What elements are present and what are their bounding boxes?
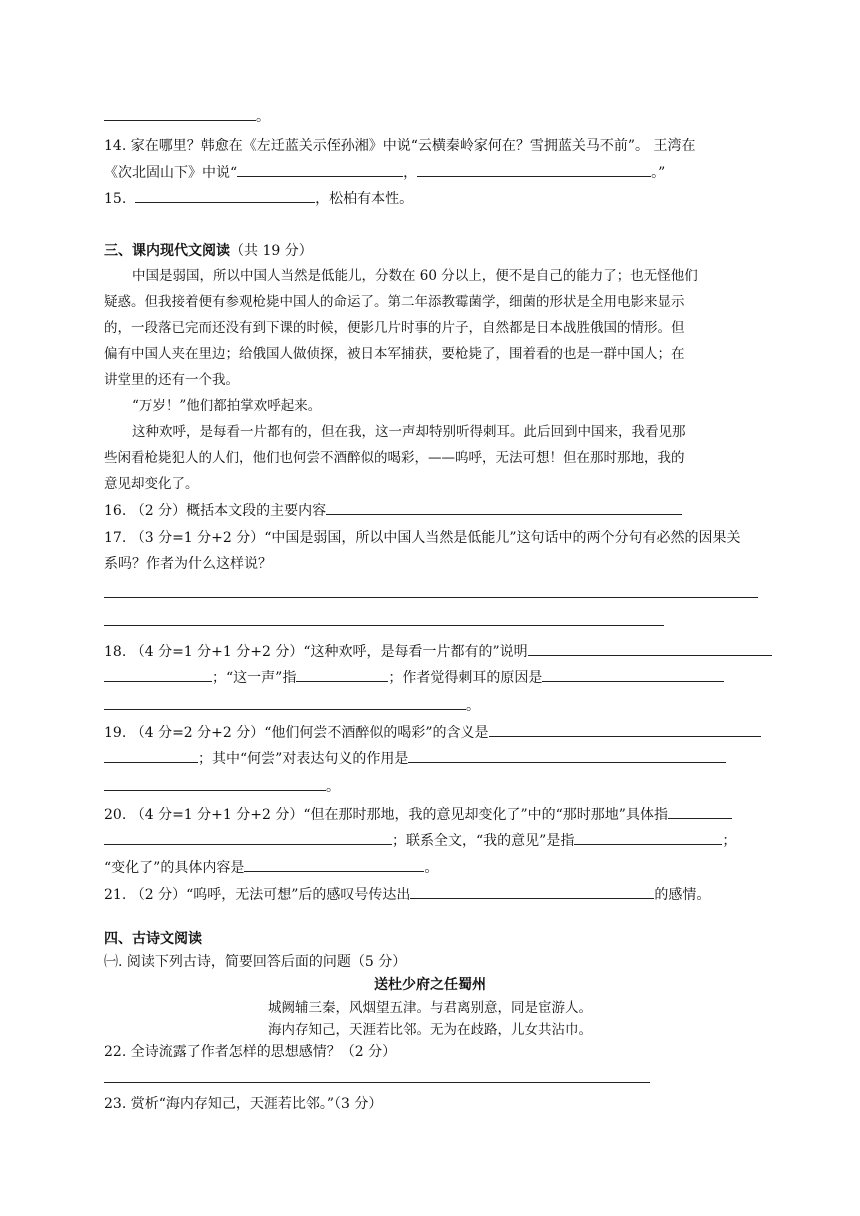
passage-line: 疑惑。但我接着便有参观枪毙中国人的命运了。第二年添教霉菌学，细菌的形状是全用电影来显示 xyxy=(104,294,685,310)
q20-line2: ；联系全文，“我的意见”是指 ； xyxy=(104,830,736,851)
passage-line: 这种欢呼，是每看一片都有的，但在我，这一声却特别听得刺耳。此后回到中国来，我看见那 xyxy=(132,424,686,440)
passage-line: 偏有中国人夹在里边；给俄国人做侦探，被日本军捕获，要枪毙了，围着看的也是一群中国人；在 xyxy=(104,346,685,362)
q15-blank[interactable] xyxy=(135,188,315,203)
q17-answer-line[interactable] xyxy=(104,597,758,598)
blank[interactable] xyxy=(104,106,256,121)
q21-line: 21. （2 分）“呜呼，无法可想”后的感叹号传达出 的感情。 xyxy=(104,884,710,905)
q15-line: 15. ，松柏有本性。 xyxy=(104,188,413,209)
q20-blank-3[interactable] xyxy=(244,857,424,872)
q14-blank-1[interactable] xyxy=(237,162,403,177)
q17-line2: 系吗？作者为什么这样说？ xyxy=(104,556,272,572)
q19-line3: 。 xyxy=(104,776,340,797)
q16-line: 16. （2 分）概括本文段的主要内容 xyxy=(104,500,682,521)
q20-line3: “变化了”的具体内容是 。 xyxy=(104,857,438,878)
q13-answer-line: 。 xyxy=(104,106,270,127)
q19-blank-1[interactable] xyxy=(489,722,761,737)
section-4-heading: 四、古诗文阅读 xyxy=(104,931,202,947)
q22-answer-line[interactable] xyxy=(104,1082,650,1083)
q14-line1: 14. 家在哪里？韩愈在《左迁蓝关示侄孙湘》中说“云横秦岭家何在？雪拥蓝关马不前”。 王湾在 xyxy=(104,138,696,154)
section-3-heading: 三、课内现代文阅读（共 19 分） xyxy=(104,243,313,259)
passage-line: “万岁！”他们都拍掌欢呼起来。 xyxy=(132,398,322,414)
q14-line2: 《次北固山下》中说“ ， 。” xyxy=(104,162,665,183)
q20-line1: 20. （4 分=1 分+1 分+2 分）“但在那时那地，我的意见却变化了”中的“那时那地”具体指 xyxy=(104,804,732,825)
q17-line1: 17. （3 分=1 分+2 分）“中国是弱国，所以中国人当然是低能儿”这句话中的两个分句有必然的因果关 xyxy=(104,530,741,546)
section-4-subheading: ㈠. 阅读下列古诗，简要回答后面的问题（5 分） xyxy=(104,954,407,970)
q19-line1: 19. （4 分=2 分+2 分）“他们何尝不酒醉似的喝彩”的含义是 xyxy=(104,722,761,743)
q19-line2: ；其中“何尝”对表达句义的作用是 xyxy=(104,748,726,769)
q20-blank-1[interactable] xyxy=(668,804,732,819)
q19-blank-2b[interactable] xyxy=(104,776,326,791)
passage-line: 讲堂里的还有一个我。 xyxy=(104,372,239,388)
q14-blank-2[interactable] xyxy=(417,162,651,177)
poem-title: 送杜少府之任蜀州 xyxy=(374,977,486,993)
passage-line: 的，一段落已完而还没有到下课的时候，便影几片时事的片子，自然都是日本战胜俄国的情形。但 xyxy=(104,320,685,336)
poem-line: 城阙辅三秦，风烟望五津。与君离别意，同是宦游人。 xyxy=(268,1000,592,1016)
q23-line: 23. 赏析“海内存知己，天涯若比邻。”（3 分） xyxy=(104,1096,383,1112)
q19-blank-2[interactable] xyxy=(408,748,726,763)
q20-blank-1b[interactable] xyxy=(104,830,392,845)
q18-blank-3[interactable] xyxy=(542,667,724,682)
q18-line1: 18. （4 分=1 分+1 分+2 分）“这种欢呼，是每看一片都有的”说明 xyxy=(104,641,772,662)
q19-blank-1b[interactable] xyxy=(104,748,198,763)
q18-blank-1b[interactable] xyxy=(104,667,212,682)
poem-line: 海内存知己，天涯若比邻。无为在歧路，儿女共沾巾。 xyxy=(268,1022,592,1038)
passage-line: 意见却变化了。 xyxy=(104,476,199,492)
q21-blank[interactable] xyxy=(410,884,654,899)
q18-line2: ；“这一声”指 ；作者觉得刺耳的原因是 xyxy=(104,667,724,688)
q18-blank-1[interactable] xyxy=(528,641,772,656)
q17-answer-line[interactable] xyxy=(104,625,664,626)
passage-line: 些闲看枪毙犯人的人们，他们也何尝不酒醉似的喝彩，——呜呼，无法可想！但在那时那地，我的 xyxy=(104,450,685,466)
q20-blank-2[interactable] xyxy=(574,830,722,845)
q22-line: 22. 全诗流露了作者怎样的思想感情？（2 分） xyxy=(104,1044,397,1060)
q16-blank[interactable] xyxy=(326,500,682,515)
q18-blank-2[interactable] xyxy=(296,667,388,682)
q18-line3: 。 xyxy=(104,695,480,716)
q18-blank-3b[interactable] xyxy=(104,695,466,710)
passage-line: 中国是弱国，所以中国人当然是低能儿，分数在 60 分以上，便不是自己的能力了；也无怪他们 xyxy=(132,268,698,284)
